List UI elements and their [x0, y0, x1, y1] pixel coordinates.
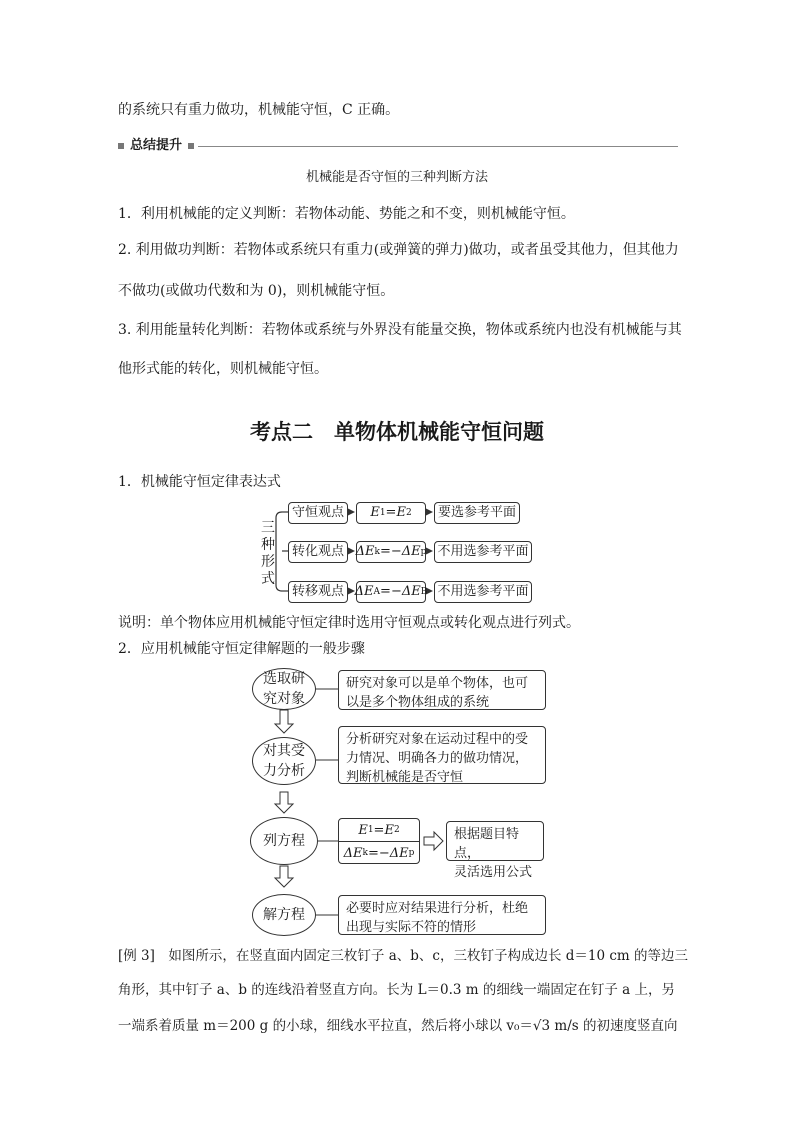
eq-left-sub: k: [374, 547, 380, 557]
bracket-label: [260, 520, 276, 588]
summary-subtitle: 机械能是否守恒的三种判断方法: [305, 170, 488, 185]
step-ellipse: [252, 668, 316, 710]
equation-box: [356, 581, 426, 603]
view-box: 转移观点: [288, 581, 348, 603]
eq-left: ΔE: [355, 544, 375, 559]
step-label: 究对象: [263, 691, 305, 707]
bracket-char: 形: [261, 554, 275, 570]
desc-line: 以是多个物体组成的系统: [346, 695, 490, 710]
summary-item: 3. 利用能量转化判断：若物体或系统与外界没有能量交换，物体或系统内也没有机械能与其: [118, 322, 682, 338]
eq-op: =: [373, 822, 385, 838]
eq-right-sub: p: [420, 547, 427, 557]
eq-right: ΔE: [389, 845, 409, 861]
note-box: 要选参考平面: [434, 502, 520, 524]
intro-line: 的系统只有重力做功，机械能守恒，C 正确。: [118, 102, 400, 118]
summary-heading: 总结提升: [130, 138, 183, 153]
desc-line: 出现与实际不符的情形: [346, 920, 477, 935]
eq-op: =: [385, 505, 397, 520]
eq-left: E: [358, 822, 368, 838]
eq-right-sub: p: [408, 848, 415, 858]
eq-left-sub: 1: [367, 825, 374, 835]
example-line: 角形，其中钉子 a、b 的连线沿着竖直方向。长为 L＝0.3 m 的细线一端固定在钉子 a 上，另: [118, 982, 676, 998]
step-desc: [446, 821, 544, 880]
step-ellipse: [250, 817, 318, 865]
summary-item: 他形式能的转化，则机械能守恒。: [118, 361, 328, 377]
desc-line: 判断机械能是否守恒: [346, 770, 464, 785]
equation-pair-box: [338, 818, 420, 864]
bracket-char: 种: [261, 537, 275, 553]
step-label: 列方程: [263, 833, 305, 849]
step-label: 力分析: [263, 763, 305, 779]
eq-right-sub: 2: [393, 825, 400, 835]
step-desc: [338, 726, 546, 784]
example-line: [例 3] 如图所示，在竖直面内固定三枚钉子 a、b、c，三枚钉子构成边长 d＝10 cm 的等边三: [118, 948, 689, 964]
eq-right: ΔE: [401, 544, 421, 559]
desc-line: 分析研究对象在运动过程中的受: [346, 732, 529, 747]
eq-right-sub: 2: [405, 508, 412, 518]
step-ellipse: [252, 894, 316, 936]
eq-right-sub: B: [420, 587, 428, 597]
eq-left: ΔE: [354, 584, 374, 599]
step-desc: [338, 895, 546, 935]
example-line: 一端系着质量 m＝200 g 的小球，细线水平拉直，然后将小球以 v₀＝√3 m/s 的初速度竖直向: [118, 1018, 678, 1034]
eq-op: =−: [367, 845, 390, 861]
eq-right: E: [396, 505, 406, 520]
summary-item: 2. 利用做功判断：若物体或系统只有重力(或弹簧的弹力)做功，或者虽受其他力，但其他力: [118, 242, 679, 258]
desc-line: 力情况、明确各力的做功情况，: [346, 751, 529, 766]
eq-right: ΔE: [401, 584, 421, 599]
equation-line: [339, 819, 419, 842]
eq-left: ΔE: [343, 845, 363, 861]
view-box: 转化观点: [288, 541, 348, 563]
step-desc: [338, 670, 546, 710]
step-label: 选取研: [263, 671, 305, 687]
eq-op: =−: [379, 544, 402, 559]
desc-line: 研究对象可以是单个物体，也可: [346, 676, 529, 691]
summary-item: 1．利用机械能的定义判断：若物体动能、势能之和不变，则机械能守恒。: [118, 206, 575, 222]
summary-item: 不做功(或做功代数和为 0)，则机械能守恒。: [118, 283, 395, 299]
steps-heading: 2．应用机械能守恒定律解题的一般步骤: [118, 641, 365, 657]
view-box: 守恒观点: [288, 502, 348, 524]
note-box: 不用选参考平面: [434, 541, 532, 563]
equation-box: [356, 541, 426, 563]
desc-line: 必要时应对结果进行分析，杜绝: [346, 901, 529, 916]
eq-left-sub: 1: [379, 508, 386, 518]
bracket-char: 三: [261, 520, 275, 536]
bracket-char: 式: [261, 571, 275, 587]
equation-box: [356, 502, 426, 524]
desc-line: 灵活选用公式: [454, 865, 533, 880]
expr-heading: 1．机械能守恒定律表达式: [118, 474, 281, 490]
step-ellipse: [252, 737, 316, 785]
expr-note: 说明：单个物体应用机械能守恒定律时选用守恒观点或转化观点进行列式。: [118, 615, 580, 631]
eq-right: E: [384, 822, 394, 838]
eq-left: E: [370, 505, 380, 520]
eq-left-sub: A: [373, 587, 381, 597]
step-label: 解方程: [263, 907, 305, 923]
eq-left-sub: k: [362, 848, 368, 858]
desc-line: 根据题目特点，: [454, 827, 520, 861]
section-title: 考点二 单物体机械能守恒问题: [250, 419, 544, 444]
equation-line: [339, 842, 419, 864]
step-label: 对其受: [263, 743, 305, 759]
eq-op: =−: [380, 584, 402, 599]
note-box: 不用选参考平面: [434, 581, 532, 603]
